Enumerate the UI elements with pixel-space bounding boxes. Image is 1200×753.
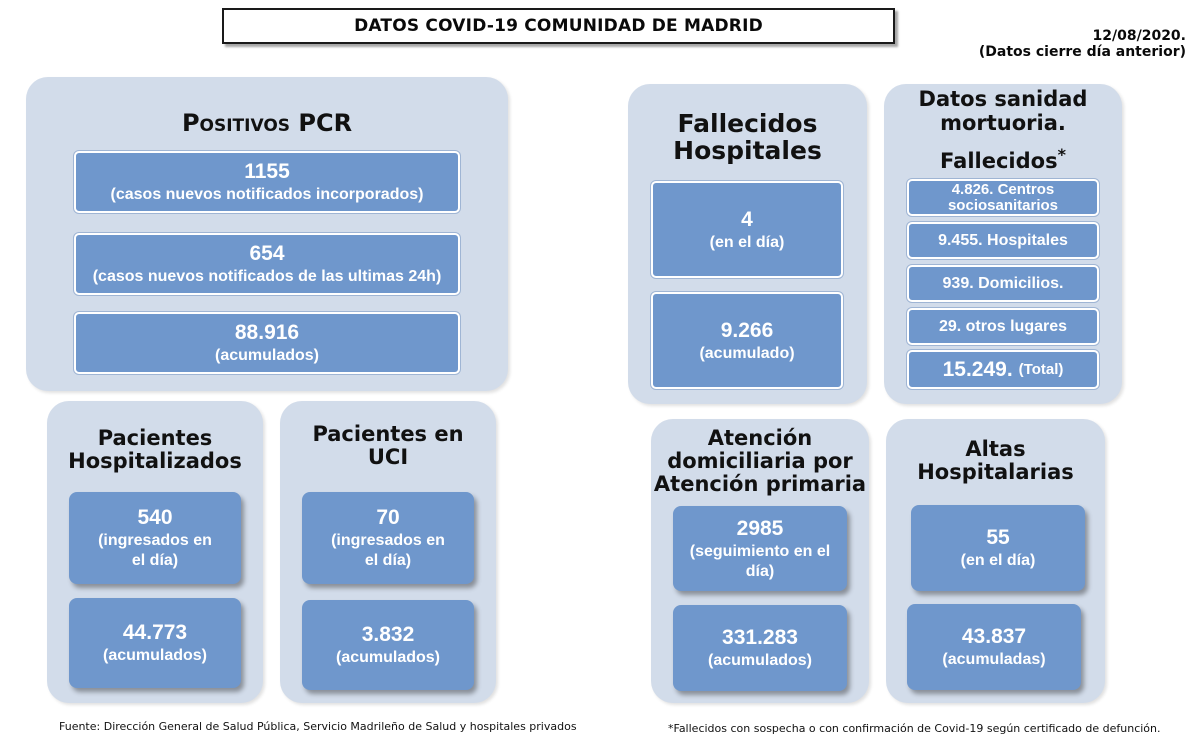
domiciliaria-day-label: día) xyxy=(745,562,775,580)
uci-acc-box xyxy=(302,600,474,690)
altas-title xyxy=(886,438,1105,484)
mortuoria-item-line: 9.455. Hospitales xyxy=(938,231,1068,249)
positivos-label: (acumulados) xyxy=(214,347,319,364)
title-line: UCI xyxy=(367,445,409,469)
hospitalizados-acc-label: (acumulados) xyxy=(102,647,207,664)
mortuoria-total-value: 15.249. xyxy=(942,357,1013,381)
fallecidos-hospitales-panel xyxy=(628,84,867,404)
domiciliaria-title xyxy=(651,427,869,496)
date-value: 12/08/2020. xyxy=(1092,28,1186,44)
altas-acc-label: (acumuladas) xyxy=(942,651,1046,668)
positivos-label: (casos nuevos notificados incorporados) xyxy=(110,186,424,203)
positivos-value: 654 xyxy=(249,242,285,265)
uci-day-value: 70 xyxy=(376,506,400,529)
source-footnote: Fuente: Dirección General de Salud Pública, Servicio Madrileño de Salud y hospitales privados xyxy=(59,720,577,733)
mortuoria-item-line: 29. otros lugares xyxy=(938,317,1068,335)
domiciliaria-acc-value: 331.283 xyxy=(722,626,798,649)
title-line: Hospitales xyxy=(673,136,822,165)
mortuoria-total xyxy=(907,350,1099,389)
hospitalizados-day-label: el día) xyxy=(131,552,179,569)
positivos-accumulated xyxy=(74,312,460,374)
positivos-label: (casos nuevos notificados de las ultimas 24h) xyxy=(92,268,442,285)
positivos-value: 1155 xyxy=(244,160,290,183)
altas-panel xyxy=(886,419,1105,703)
fallecidos-acc-box xyxy=(651,292,843,389)
uci-day-box xyxy=(302,492,474,584)
deaths-footnote: *Fallecidos con sospecha o con confirmación de Covid-19 según certificado de defunción. xyxy=(668,722,1161,735)
hospitalizados-day-box xyxy=(69,492,241,584)
mortuoria-panel xyxy=(884,84,1122,404)
mortuoria-item-otros xyxy=(907,308,1099,345)
title-line xyxy=(884,143,1122,173)
hospitalizados-acc-value: 44.773 xyxy=(122,621,188,644)
domiciliaria-day-label: (seguimiento en el xyxy=(689,542,831,560)
positivos-pcr-title: Positivos PCR xyxy=(181,109,353,137)
domiciliaria-acc-box xyxy=(673,605,847,691)
hospitalizados-acc-box xyxy=(69,598,241,688)
hospitalizados-day-label: (ingresados en xyxy=(98,532,212,549)
uci-day-label: (ingresados en xyxy=(331,532,445,549)
fallecidos-acc-label: (acumulado) xyxy=(699,344,795,362)
altas-acc-box xyxy=(907,604,1081,690)
report-date xyxy=(979,28,1186,60)
positivos-pcr-panel xyxy=(26,77,508,391)
mortuoria-item-domicilios xyxy=(907,265,1099,302)
positivos-value: 88.916 xyxy=(234,321,300,344)
title-line: Datos sanidad xyxy=(918,87,1088,111)
title-line: Pacientes en xyxy=(312,422,464,446)
mortuoria-item-line: 939. Domicilios. xyxy=(942,274,1064,292)
altas-day-value: 55 xyxy=(986,526,1010,549)
positivos-new-24h xyxy=(74,233,460,295)
mortuoria-total-label: (Total) xyxy=(1018,361,1064,378)
fallecidos-label: Fallecidos xyxy=(940,149,1058,173)
hospitalizados-panel xyxy=(47,401,263,703)
fallecidos-day-value: 4 xyxy=(741,207,753,231)
uci-day-label: el día) xyxy=(364,552,412,569)
uci-acc-value: 3.832 xyxy=(361,623,415,646)
footnote-mark: * xyxy=(1057,145,1066,164)
title-line: Atención primaria xyxy=(653,472,867,496)
altas-day-box xyxy=(911,505,1085,591)
mortuoria-title xyxy=(884,87,1122,173)
title-line: domiciliaria por xyxy=(667,449,853,473)
mortuoria-item-sociosanitarios xyxy=(907,179,1099,216)
altas-acc-value: 43.837 xyxy=(961,625,1027,648)
domiciliaria-day-box xyxy=(673,506,847,591)
title-line: Fallecidos xyxy=(677,109,818,138)
fallecidos-acc-value: 9.266 xyxy=(720,318,774,342)
altas-day-label: (en el día) xyxy=(960,552,1036,569)
domiciliaria-acc-label: (acumulados) xyxy=(707,652,812,669)
fallecidos-day-box xyxy=(651,181,843,278)
page-title: DATOS COVID-19 COMUNIDAD DE MADRID xyxy=(222,8,895,44)
hospitalizados-day-value: 540 xyxy=(137,506,173,529)
title-line: Pacientes xyxy=(97,426,213,450)
title-line: mortuoria. xyxy=(940,111,1066,135)
title-line: Atención xyxy=(707,426,813,450)
mortuoria-item-line: 4.826. Centros xyxy=(951,180,1055,198)
uci-panel xyxy=(280,401,496,703)
fallecidos-hospitales-title xyxy=(628,110,867,164)
uci-title xyxy=(280,423,496,469)
mortuoria-item-line: sociosanitarios xyxy=(947,196,1059,214)
title-line: Hospitalizados xyxy=(68,449,242,473)
fallecidos-day-label: (en el día) xyxy=(709,233,785,251)
title-line: Hospitalarias xyxy=(917,460,1074,484)
domiciliaria-day-value: 2985 xyxy=(736,516,784,540)
hospitalizados-title xyxy=(47,427,263,473)
uci-acc-label: (acumulados) xyxy=(335,649,440,666)
domiciliaria-panel xyxy=(651,419,869,703)
positivos-new-incorporated xyxy=(74,151,460,213)
title-line: Altas xyxy=(965,437,1026,461)
date-note: (Datos cierre día anterior) xyxy=(978,44,1186,60)
mortuoria-item-hospitales xyxy=(907,222,1099,259)
